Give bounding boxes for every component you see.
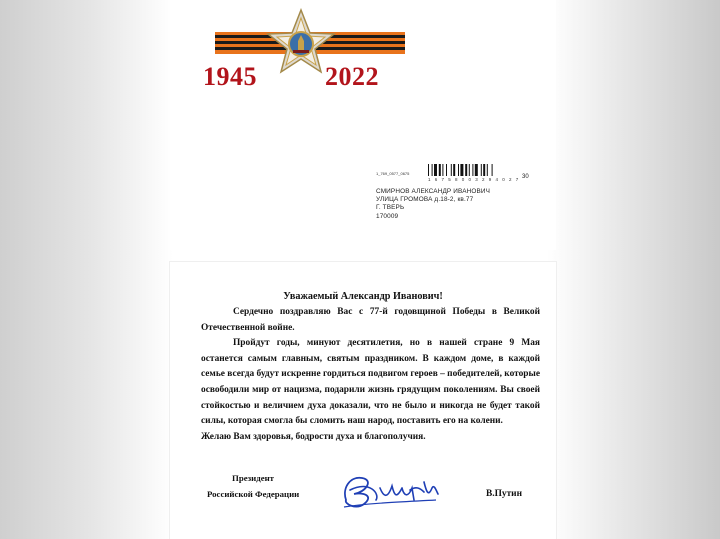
year-1945: 1945 bbox=[203, 62, 257, 91]
letter-paragraph-1: Сердечно поздравляю Вас с 77-й годовщиной Победы в Великой Отечественной войне. bbox=[201, 307, 540, 333]
recipient-postcode: 170009 bbox=[376, 212, 399, 220]
signer-title-line-1: Президент bbox=[232, 473, 274, 483]
barcode-bar bbox=[469, 164, 470, 176]
barcode-bar bbox=[492, 164, 493, 176]
recipient-address bbox=[376, 188, 490, 221]
year-2022: 2022 bbox=[325, 62, 379, 91]
barcode-bar bbox=[451, 164, 452, 176]
barcode-bar bbox=[483, 164, 485, 176]
letter-paragraph-2: Пройдут годы, минуют десятилетия, но в нашей стране 9 Мая останется самым главным, святым праздником. В каждом доме, в каждой семье всегда будут искренне гордиться подвигом героев – победителей, которые освободили мир от нацизма, подарили жизнь грядущим поколениям. Вы своей стойкостью и величием духа доказали, что не было и никогда не будет такой силы, которая смогла бы сломить наш народ, поставить его на колени. bbox=[201, 338, 540, 427]
handwritten-signature bbox=[340, 470, 440, 510]
barcode-bar bbox=[487, 164, 488, 176]
letter-body bbox=[201, 305, 540, 445]
barcode-bar bbox=[428, 164, 429, 176]
barcode-bar bbox=[439, 164, 441, 176]
barcode bbox=[428, 164, 520, 176]
barcode-bar bbox=[475, 164, 478, 176]
barcode-bar bbox=[434, 164, 437, 176]
barcode-bar bbox=[465, 164, 467, 176]
barcode-bar bbox=[472, 164, 473, 176]
barcode-bar bbox=[460, 164, 463, 176]
recipient-city: Г. ТВЕРЬ bbox=[376, 204, 405, 212]
signer-name: В.Путин bbox=[486, 489, 522, 499]
barcode-bar bbox=[446, 164, 447, 176]
barcode-side-code: 1_769_0577_0675 bbox=[376, 171, 410, 176]
letter-greeting: Уважаемый Александр Иванович! bbox=[283, 291, 443, 302]
barcode-digits: 1 6 7 5 8 0 0 3 2 9 4 0 2 7 bbox=[428, 177, 520, 182]
barcode-bar bbox=[432, 164, 433, 176]
signer-title-line-2: Российской Федерации bbox=[207, 489, 300, 499]
barcode-bar bbox=[481, 164, 482, 176]
barcode-bar bbox=[442, 164, 443, 176]
barcode-bar bbox=[453, 164, 455, 176]
recipient-street: УЛИЦА ГРОМОВА д.18-2, кв.77 bbox=[376, 196, 474, 204]
recipient-name: СМИРНОВ АЛЕКСАНДР ИВАНОВИЧ bbox=[376, 188, 491, 195]
barcode-suffix: 30 bbox=[522, 174, 529, 180]
barcode-bar bbox=[458, 164, 459, 176]
letter-wish: Желаю Вам здоровья, бодрости духа и благополучия. bbox=[201, 431, 426, 442]
